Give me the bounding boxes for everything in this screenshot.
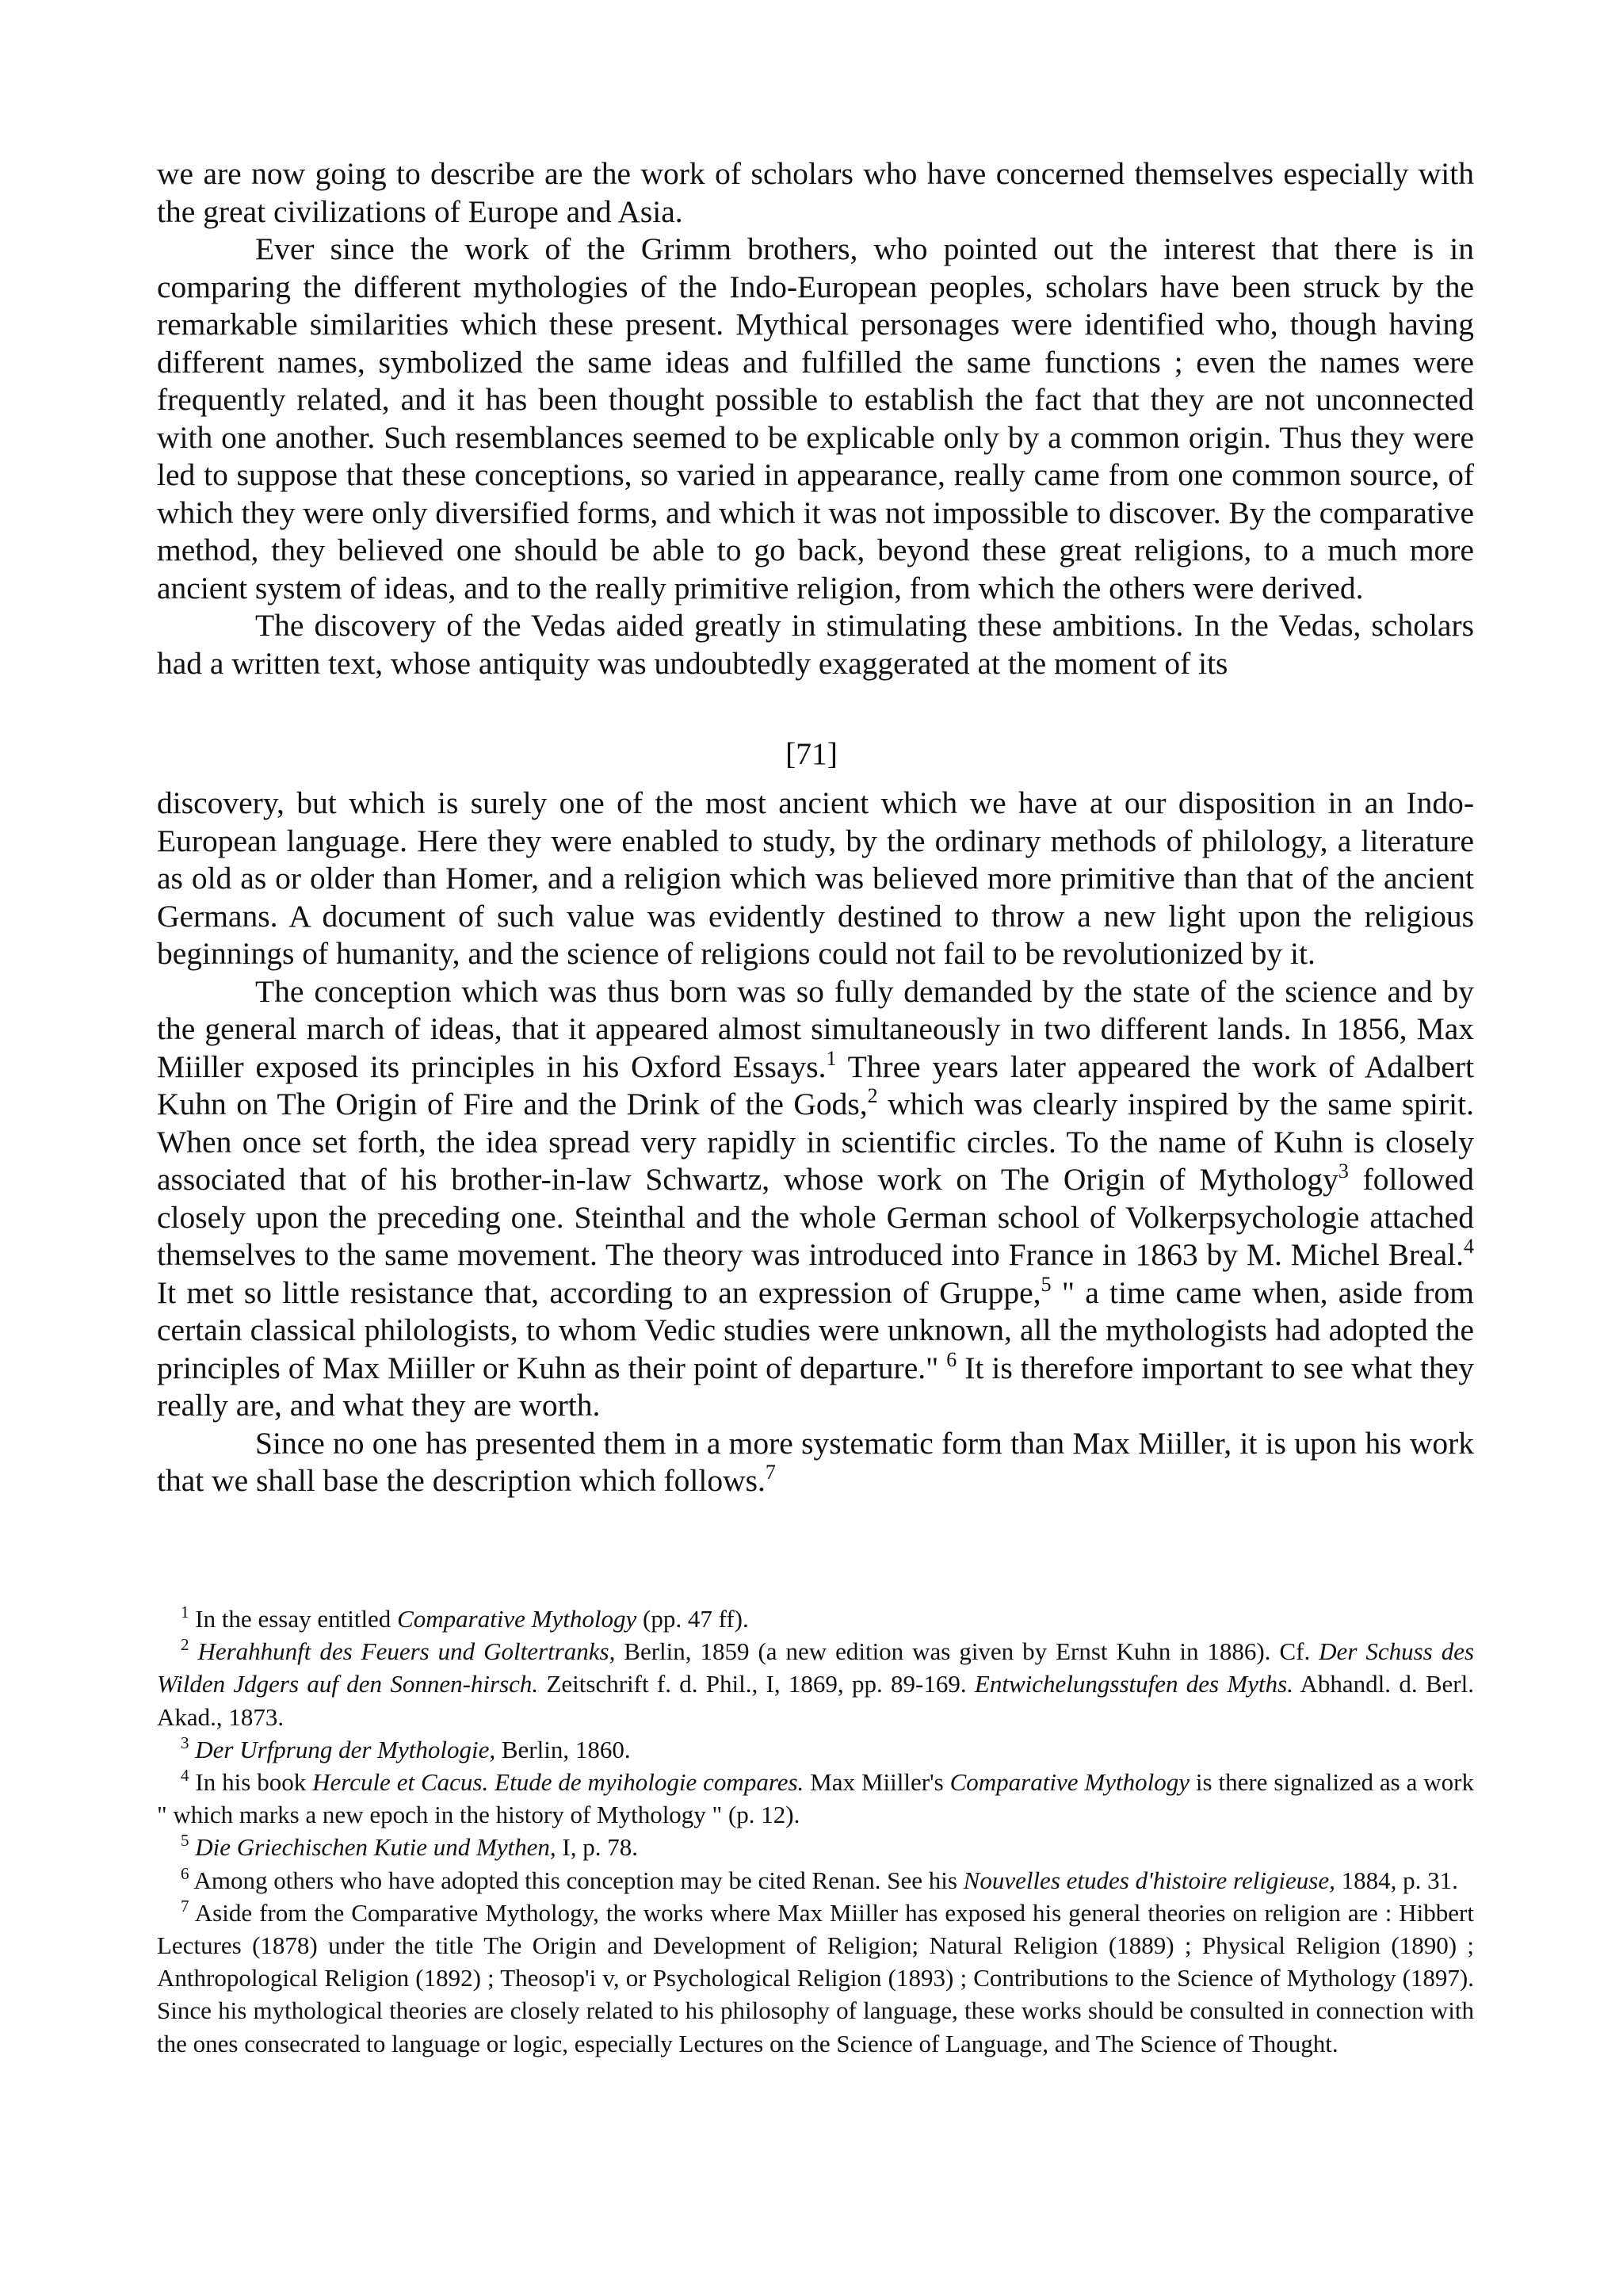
text-run: which was clearly inspired by the same spirit. When once set forth, the idea spread very rapidly in scientific circles. To the name of Kuhn is closely associated that of his brother-in-law Schwartz, whose work on The Origin of Mythology bbox=[157, 1087, 1474, 1197]
footnote bbox=[157, 1635, 1474, 1733]
paragraph: we are now going to describe are the work of scholars who have concerned themselves especially with the great civilizations of Europe and Asia. bbox=[157, 156, 1474, 229]
footnote-title: Entwichelungsstufen des Myths. bbox=[974, 1670, 1293, 1698]
footnote-text: is there signalized as a work " which marks a new epoch in the history of Mythology " (p. 12). bbox=[157, 1768, 1475, 1829]
text-run: It met so little resistance that, according to an expression of Gruppe, bbox=[157, 1274, 1041, 1310]
paragraph bbox=[157, 973, 1474, 1425]
footnote-title: Der Schuss des Wilden Jdgers auf den Sonnen-hirsch. bbox=[157, 1637, 1475, 1698]
text-run: The conception which was thus born was so fully demanded by the state of the science and by the general march of ideas, that it appeared almost simultaneously in two different lands. In 1856, Max Miiller exposed its principles in his Oxford Essays. bbox=[157, 973, 1474, 1084]
paragraph bbox=[157, 1425, 1474, 1500]
footnote-title: Der Urfprung der Mythologie, bbox=[189, 1735, 496, 1763]
paragraph: Ever since the work of the Grimm brothers, who pointed out the interest that there is in comparing the different mythologies of the Indo-European peoples, scholars have been struck by the remarkable similarities which these present. Mythical personages were identified who, though having different names, symbolized the same ideas and fulfilled the same functions ; even the names were frequently related, and it has been thought possible to establish the fact that they are not unconnected with one another. Such resemblances seemed to be explicable only by a common origin. Thus they were led to suppose that these conceptions, so varied in appearance, really came from one common source, of which they were only diversified forms, and which it was not impossible to discover. By the comparative method, they believed one should be able to go back, beyond these great religions, to a much more ancient system of ideas, and to the really primitive religion, from which the others were derived. bbox=[157, 231, 1474, 606]
footnote bbox=[157, 1733, 1474, 1766]
footnote bbox=[157, 1766, 1474, 1831]
footnote-text: Abhandl. d. Berl. Akad., 1873. bbox=[157, 1670, 1474, 1731]
footnote-text: Aside from the Comparative Mythology, the works where Max Miiller has exposed his general theories on religion are : Hibbert Lectures (1878) under the title The Origin and Development of Religion; Natural Religion (1889) ; Physical Religion (1890) ; Anthropological Religion (1892) ; Theosop'i v, or Psychological Religion (1893) ; Contributions to the Science of Mythology (1897). Since his mythological theories are closely related to his philosophy of language, these works should be consulted in connection with the ones consecrated to language or logic, especially Lectures on the Science of Language, and The Science of Thought. bbox=[157, 1898, 1474, 2057]
footnote-title: Comparative Mythology bbox=[949, 1768, 1190, 1797]
footnote-title: Hercule et Cacus. Etude de myihologie compares. bbox=[312, 1768, 804, 1797]
text-run: followed closely upon the preceding one. Steinthal and the whole German school of Volkerpsychologie attached themselves to the same movement. The theory was introduced into France in 1863 by M. Michel Breal. bbox=[157, 1162, 1474, 1272]
paragraph: The discovery of the Vedas aided greatly in stimulating these ambitions. In the Vedas, scholars had a written text, whose antiquity was undoubtedly exaggerated at the moment of its bbox=[157, 608, 1474, 681]
text-run: " a time came when, aside from certain classical philologists, to whom Vedic studies were unknown, all the mythologists had adopted the principles of Max Miiller or Kuhn as their point of departure." bbox=[157, 1274, 1474, 1385]
footnote-text: Berlin, 1860. bbox=[495, 1735, 631, 1763]
footnote-text: Berlin, 1859 (a new edition was given by Ernst Kuhn in 1886). Cf. bbox=[615, 1637, 1319, 1666]
footnote-ref: 7 bbox=[765, 1461, 776, 1484]
text-run: Since no one has presented them in a more systematic form than Max Miiller, it is upon his work that we shall base the description which follows. bbox=[157, 1425, 1474, 1498]
footnote-text: Among others who have adopted this conception may be cited Renan. See his bbox=[189, 1866, 964, 1894]
footnote-ref: 6 bbox=[946, 1347, 957, 1371]
footnote-title: Die Griechischen Kutie und Mythen, bbox=[189, 1833, 556, 1862]
footnote-ref: 1 bbox=[826, 1046, 837, 1070]
text-run: It is therefore important to see what they really are, and what they are worth. bbox=[157, 1350, 1474, 1423]
footnote-text: 1884, p. 31. bbox=[1335, 1866, 1458, 1894]
footnote bbox=[157, 1603, 1474, 1635]
paragraph: discovery, but which is surely one of the most ancient which we have at our disposition in an Indo-European language. Here they were enabled to study, by the ordinary methods of philology, a literature as old as or older than Homer, and a religion which was believed more primitive than that of the ancient Germans. A document of such value was evidently destined to throw a new light upon the religious beginnings of humanity, and the science of religions could not fail to be revolutionized by it. bbox=[157, 785, 1474, 971]
page-number: [71] bbox=[785, 736, 838, 771]
footnote-text: (pp. 47 ff). bbox=[636, 1605, 749, 1633]
footnote-number: 2 bbox=[181, 1635, 189, 1655]
footnote-ref: 3 bbox=[1338, 1159, 1349, 1182]
footnote-title: Nouvelles etudes d'histoire religieuse, bbox=[963, 1866, 1335, 1894]
footnote-title: Comparative Mythology bbox=[397, 1605, 637, 1633]
footnote-number: 6 bbox=[181, 1863, 189, 1883]
footnote bbox=[157, 1831, 1474, 1863]
footnote-text: Max Miiller's bbox=[804, 1768, 950, 1797]
footnote-number: 3 bbox=[181, 1733, 189, 1752]
footnote bbox=[157, 1897, 1474, 2060]
footnotes bbox=[157, 1603, 1474, 2060]
footnote-text: Zeitschrift f. d. Phil., I, 1869, pp. 89-169. bbox=[538, 1670, 975, 1698]
footnote-text: I, p. 78. bbox=[556, 1833, 638, 1862]
footnote-number: 5 bbox=[181, 1831, 189, 1851]
footnote bbox=[157, 1864, 1474, 1897]
text-block-top bbox=[157, 155, 1474, 682]
text-block-bottom bbox=[157, 785, 1474, 1500]
footnote-text: In the essay entitled bbox=[189, 1605, 398, 1633]
text-run: Three years later appeared the work of Adalbert Kuhn on The Origin of Fire and the Drink of the Gods, bbox=[157, 1049, 1474, 1121]
footnote-number: 4 bbox=[181, 1766, 189, 1786]
footnote-number: 7 bbox=[181, 1896, 189, 1916]
footnote-ref: 5 bbox=[1041, 1272, 1052, 1296]
footnote-text: In his book bbox=[189, 1768, 313, 1797]
footnote-number: 1 bbox=[181, 1603, 189, 1622]
footnote-title: Herahhunft des Feuers und Goltertranks, bbox=[189, 1637, 616, 1666]
footnote-ref: 2 bbox=[867, 1084, 878, 1107]
footnote-ref: 4 bbox=[1464, 1235, 1474, 1258]
